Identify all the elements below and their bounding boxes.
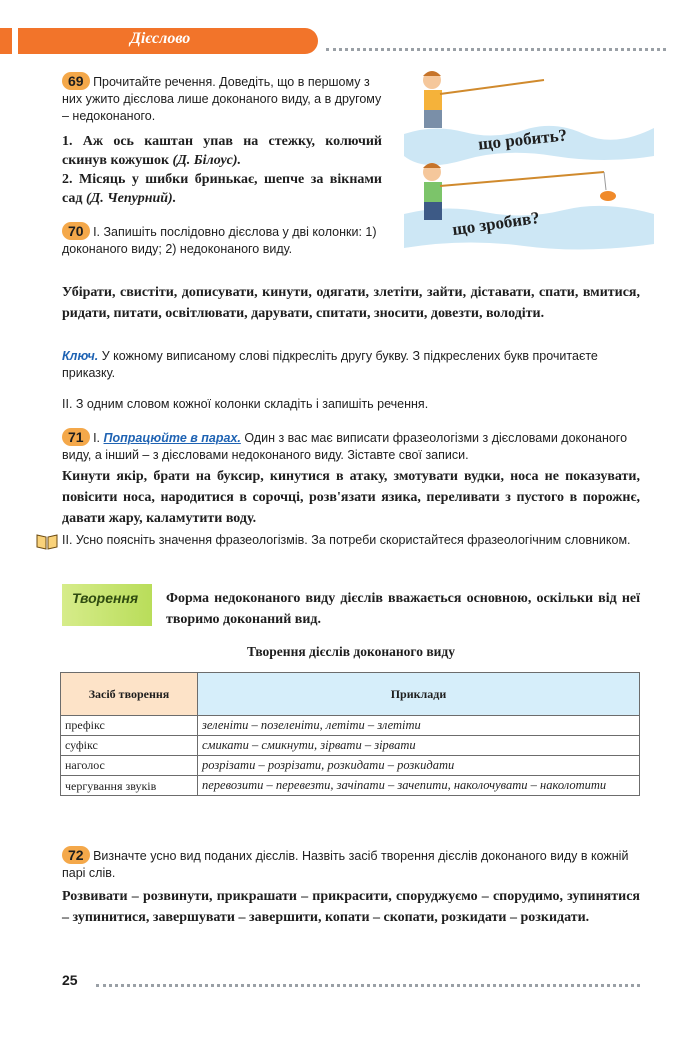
footer-dotted-rule	[96, 984, 640, 987]
header-dotted-rule	[326, 48, 666, 51]
table-row: чергування звуків перевозити – перевезти, зачіпати – зачепити, наколочувати – наколотити	[61, 776, 640, 796]
exercise-number-72: 72	[62, 846, 90, 864]
tvorennia-rule: Форма недоконаного виду дієслів вважається основною, оскільки від неї творимо доконаний вид.	[166, 591, 640, 627]
formation-table	[60, 672, 640, 796]
page-number: 25	[62, 972, 78, 988]
exercise-number-70: 70	[62, 222, 90, 240]
exercise-71-task: 71 І. Попрацюйте в парах. Один з вас має виписати фразеологізми з дієсловами доконаного виду, а інший – з дієсловами недоконаного виду. Зіставте свої записи.	[62, 429, 628, 462]
fishing-illustration	[404, 64, 654, 256]
question-what-did: що зробив?	[451, 207, 541, 240]
pair-work-label: Попрацюйте в парах.	[103, 431, 241, 445]
tvorennia-label: Творення	[72, 590, 139, 606]
exercise-72-words: Розвивати – розвинути, прикрашати – прикрасити, споруджуємо – спорудимо, зупинятися – зупинитися, завершувати – завершити, копати – скопати, розкидати – розкидати.	[62, 889, 640, 925]
table-row: суфікс смикати – смикнути, зірвати – зірвати	[61, 736, 640, 756]
exercise-number-69: 69	[62, 72, 90, 90]
table-head-examples: Приклади	[198, 673, 640, 716]
sentence-2: 2. Місяць у шибки бринькає, шепче за вікнами сад (Д. Чепурний).	[62, 172, 382, 206]
sentence-1: 1. Аж ось каштан упав на стежку, колючий скинув кожушок (Д. Білоус).	[62, 134, 382, 168]
exercise-69-sentences	[62, 132, 382, 208]
exercise-number-71: 71	[62, 428, 90, 446]
table-caption: Творення дієслів доконаного виду	[247, 644, 455, 659]
table-row: префікс зеленіти – позеленіти, летіти – злетіти	[61, 716, 640, 736]
exercise-71-part2: ІІ. Усно поясніть значення фразеологізмів. За потреби скористайтеся фразеологічним словником.	[62, 533, 631, 547]
table-head-means: Засіб творення	[61, 673, 198, 716]
question-what-does: що робить?	[477, 125, 568, 154]
exercise-69-task: 69 Прочитайте речення. Доведіть, що в першому з них ужито дієслова лише доконаного виду, а в другому – недоконаного.	[62, 73, 382, 123]
exercise-70-part2: ІІ. З одним словом кожної колонки складіть і запишіть речення.	[62, 397, 429, 411]
dictionary-icon	[36, 532, 58, 555]
section-title: Дієслово	[130, 30, 191, 47]
key-label: Ключ.	[62, 349, 99, 363]
exercise-70-key: Ключ. У кожному виписаному слові підкресліть другу букву. З підкреслених букв прочитаєте приказку.	[62, 349, 598, 380]
tvorennia-tag	[62, 584, 152, 626]
table-row: наголос розрізати – розрізати, розкидати – розкидати	[61, 756, 640, 776]
exercise-71-words: Кинути якір, брати на буксир, кинутися в атаку, змотувати вудки, носа не показувати, повісити носа, народитися в сорочці, розв'язати язика, переливати з пустого в порожнє, давати жару, каламутити воду.	[62, 469, 640, 526]
exercise-70-task: 70 І. Запишіть послідовно дієслова у дві колонки: 1) доконаного виду; 2) недоконаного виду.	[62, 223, 377, 256]
exercise-70-words: Убірати, свистіти, дописувати, кинути, одягати, злетіти, зайти, діставати, спати, вмитися, ридати, питати, освітлювати, дарувати, спитати, зносити, довезти, володіти.	[62, 285, 640, 321]
exercise-72-task: 72 Визначте усно вид поданих дієслів. Назвіть засіб творення дієслів доконаного виду в кожній парі слів.	[62, 847, 629, 880]
